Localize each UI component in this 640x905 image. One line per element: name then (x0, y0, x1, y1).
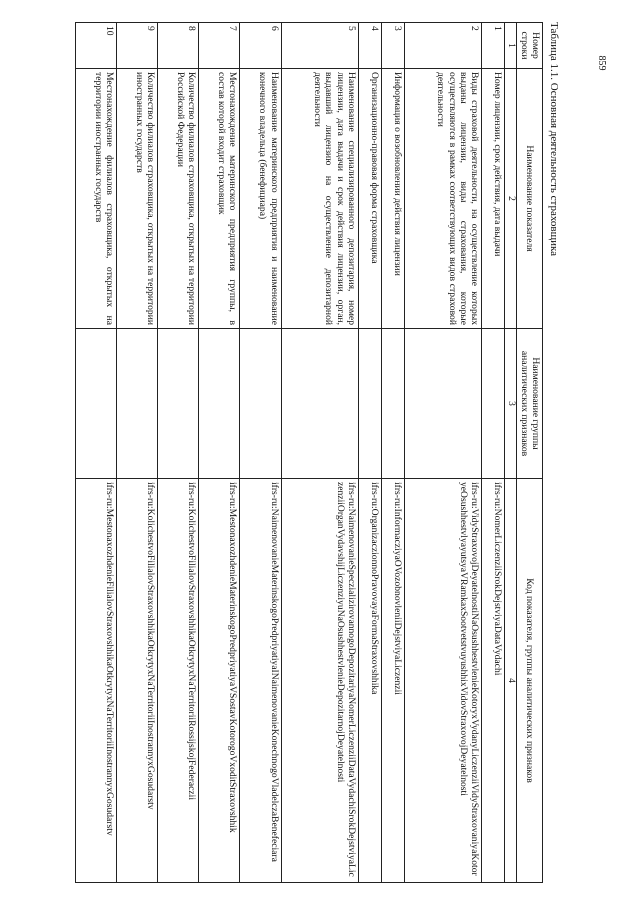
row-number-cell: 4 (358, 23, 381, 69)
row-number-cell: 9 (117, 23, 158, 69)
row-number-cell: 10 (76, 23, 117, 69)
row-number-cell: 6 (240, 23, 281, 69)
table-row (199, 23, 240, 883)
header-code: Код показателя, группы аналитических признаков (517, 479, 543, 883)
header-indicator-name: Наименование показателя (517, 69, 543, 329)
group-name-cell (281, 329, 358, 479)
indicator-code-cell: ifrs-ru:MestonaxozhdenieMaterinskogoPredpriyatiyaVSostavKotorogoVxoditStraxovshhik (199, 479, 240, 883)
indicator-name-cell: Местонахождение филиалов страховщика, открытых на территории иностранных государств (76, 69, 117, 329)
group-name-cell (199, 329, 240, 479)
indicator-name-cell: Наименование материнского предприятия и наименование конечного владельца (бенефициара) (240, 69, 281, 329)
group-name-cell (76, 329, 117, 479)
indicator-name-cell: Количество филиалов страховщика, открытых на территории иностранных государств (117, 69, 158, 329)
indicator-code-cell: ifrs-ru:NaimenovanieMaterinskogoPredpriyatiyaINaimenovanieKonechnogoVladelczaBenefeciara (240, 479, 281, 883)
indicator-code-cell: ifrs-ru:InformacziyaOVozobnovleniiDejstviyaLiczenzii (381, 479, 404, 883)
table-header-row (517, 23, 543, 883)
row-number-cell: 3 (381, 23, 404, 69)
group-name-cell (117, 329, 158, 479)
header-row-number: Номер строки (517, 23, 543, 69)
rotated-table-block (75, 22, 565, 882)
group-name-cell (404, 329, 481, 479)
indicator-name-cell: Информация о возобновлении действия лицензии (381, 69, 404, 329)
column-number: 2 (505, 69, 517, 329)
table-caption: Таблица 1.1. Основная деятельность страховщика (548, 22, 560, 257)
indicator-name-cell: Местонахождение материнского предприятия группы, в состав которой входит страховщик (199, 69, 240, 329)
main-activity-table (75, 22, 543, 883)
indicator-code-cell: ifrs-ru:MestonaxozhdenieFilialovStraxovshhikaOtkrytyxNaTerritoriiInostrannyxGosudarstv (76, 479, 117, 883)
column-number: 1 (505, 23, 517, 69)
indicator-code-cell: ifrs-ru:KolichestvoFilialovStraxovshhikaOtkrytyxNaTerritoriiInostrannyxGosudarstv (117, 479, 158, 883)
column-number: 4 (505, 479, 517, 883)
table-row (158, 23, 199, 883)
table-row (381, 23, 404, 883)
column-number: 3 (505, 329, 517, 479)
row-number-cell: 5 (281, 23, 358, 69)
group-name-cell (158, 329, 199, 479)
group-name-cell (240, 329, 281, 479)
indicator-code-cell: ifrs-ru:OrganizaczionnoPravovayaFormaStraxovshhika (358, 479, 381, 883)
indicator-name-cell: Наименование специализированного депозитария, номер лицензии, дата выдачи и срок действия лицензии, орган, выдавший лицензию на осуществление депозитарной деятельности (281, 69, 358, 329)
table-row (76, 23, 117, 883)
table-row (404, 23, 481, 883)
indicator-code-cell: ifrs-ru:NaimenovanieSpeczializirovannogoDepozitariyaNomerLiczenziiDataVydachiSrokDejstviyaLiczenziiOrganVydavshijLiczenziyuNaOsushhestvlenieDepozitarnojDeyatelnosti (281, 479, 358, 883)
indicator-code-cell: ifrs-ru:VidyStraxovojDeyatelnostiNaOsushhestvlenieKotoryxVydanyLiczenziiVidyStraxovaniyaKotoryeOsushhestvlyayutsyaVRamkaxSootvetstvuyushhixVidovStraxovojDeyatelnosti (404, 479, 481, 883)
indicator-name-cell: Организационно-правовая форма страховщика (358, 69, 381, 329)
row-number-cell: 7 (199, 23, 240, 69)
table-row (117, 23, 158, 883)
row-number-cell: 1 (482, 23, 505, 69)
column-number-row (505, 23, 517, 883)
table-row (240, 23, 281, 883)
table-row (482, 23, 505, 883)
header-group-name: Наименование группы аналитических признаков (517, 329, 543, 479)
table-row (281, 23, 358, 883)
group-name-cell (482, 329, 505, 479)
indicator-name-cell: Виды страховой деятельности, на осуществление которых выданы лицензии, виды страхования, которые осуществляются в рамках соответствующих видов страховой деятельности (404, 69, 481, 329)
indicator-name-cell: Количество филиалов страховщика, открытых на территории Российской Федерации (158, 69, 199, 329)
group-name-cell (358, 329, 381, 479)
row-number-cell: 2 (404, 23, 481, 69)
page-number: 859 (596, 55, 607, 71)
indicator-name-cell: Номер лицензии, срок действия, дата выдачи (482, 69, 505, 329)
indicator-code-cell: ifrs-ru:NomerLiczenziiSrokDejstviyaDataVydachi (482, 479, 505, 883)
row-number-cell: 8 (158, 23, 199, 69)
indicator-code-cell: ifrs-ru:KolichestvoFilialovStraxovshhikaOtkrytyxNaTerritoriiRossijskojFederaczii (158, 479, 199, 883)
group-name-cell (381, 329, 404, 479)
table-body (76, 23, 505, 883)
table-row (358, 23, 381, 883)
